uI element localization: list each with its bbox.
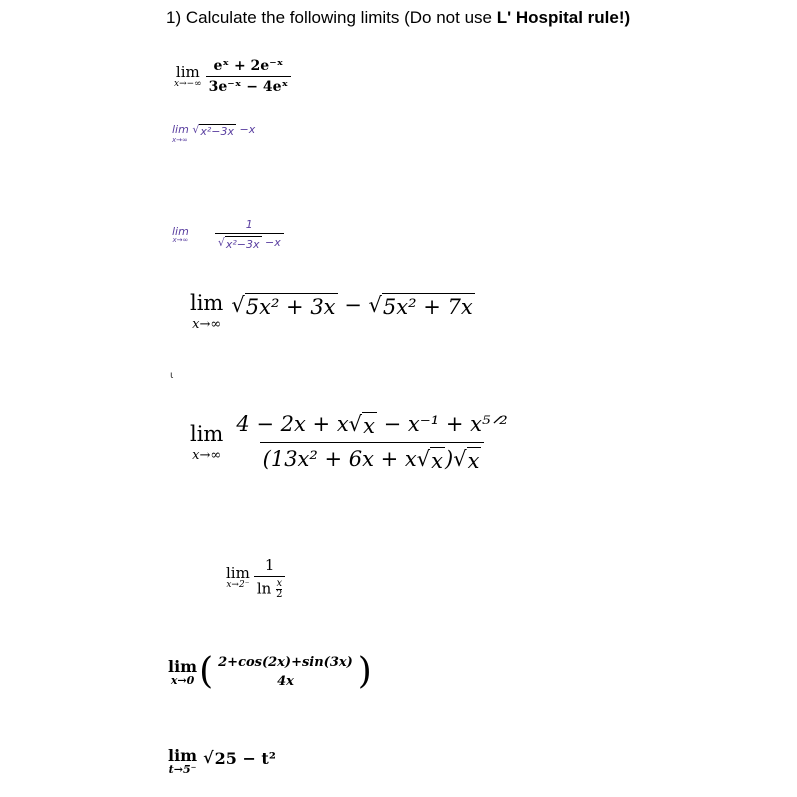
limit-3-handwritten: [172, 218, 284, 251]
radical-sign: √: [217, 236, 225, 249]
lim-word: lim: [172, 123, 189, 136]
limit-operator: [190, 421, 224, 463]
trailing-term: −x: [261, 236, 281, 249]
radical-sign: √: [348, 412, 363, 436]
numerator: 1: [245, 218, 253, 231]
denominator: [254, 576, 286, 600]
limit-operator: [172, 124, 255, 144]
radical-sign: √: [231, 293, 245, 317]
radicand: x²−3x: [200, 125, 234, 138]
right-parenthesis: ): [357, 651, 372, 692]
radicand: x: [467, 449, 480, 473]
heading-text: 1) Calculate the following limits (Do not use: [166, 8, 497, 27]
radicand: x: [431, 449, 443, 473]
radical-sign: √: [368, 293, 382, 317]
inner-fraction: [276, 579, 282, 600]
lim-subscript: t→5⁻: [168, 763, 197, 776]
square-root: [453, 447, 481, 473]
limit-7: [168, 651, 372, 692]
lim-subscript: x→−∞: [174, 78, 202, 89]
denominator-part: (13x² + 6x + x: [262, 447, 417, 471]
denominator: 4x: [277, 674, 294, 689]
radicand-a: 5x² + 3x: [245, 295, 336, 319]
lim-word: lim: [175, 62, 200, 81]
radical-sign: √: [203, 748, 214, 767]
numerator: 1: [264, 556, 275, 574]
minus-sign: −: [344, 293, 362, 317]
fraction: [254, 556, 286, 600]
limit-operator: [174, 62, 202, 89]
lim-subscript: x→2⁻: [226, 580, 250, 590]
radical-sign: √: [416, 447, 431, 471]
limit-operator: [168, 748, 197, 775]
trailing-term: −x: [236, 123, 256, 136]
inner-denominator: 2: [276, 589, 283, 600]
lim-word: lim: [226, 564, 250, 582]
fraction: [206, 58, 291, 95]
square-root: [203, 748, 278, 768]
numerator: eˣ + 2e⁻ˣ: [213, 58, 284, 74]
left-parenthesis: (: [199, 651, 214, 692]
limit-1: [174, 58, 291, 95]
numerator: [233, 412, 510, 442]
heading-bold-text: L' Hospital rule!): [496, 8, 631, 27]
ln-word: ln: [256, 579, 272, 598]
lim-word: lim: [168, 746, 198, 765]
square-root: [192, 124, 236, 137]
limit-operator: [168, 656, 198, 687]
limit-6: [226, 556, 285, 600]
limit-operator: [190, 293, 223, 331]
limit-operator: [226, 566, 250, 590]
radicand: x²−3x: [225, 238, 260, 251]
stray-mark: ι: [170, 370, 174, 381]
lim-word: lim: [190, 421, 224, 446]
fraction: [215, 218, 284, 251]
lim-word: lim: [168, 656, 198, 676]
numerator-part: − x⁻¹ + x⁵ᐟ²: [376, 412, 508, 436]
radicand: x: [363, 414, 375, 438]
denominator: 3e⁻ˣ − 4eˣ: [206, 76, 291, 95]
fraction: [215, 655, 356, 689]
lim-subscript: x→∞: [192, 447, 222, 463]
limit-5: [190, 412, 511, 473]
lim-subscript: x→∞: [172, 136, 188, 144]
square-root-a: [231, 293, 337, 319]
radicand: 25 − t²: [214, 749, 276, 768]
limit-2-handwritten: [172, 124, 255, 145]
limit-4: [190, 293, 475, 331]
lim-subscript: x→∞: [172, 235, 189, 244]
numerator-part: 4 − 2x + x: [236, 412, 349, 436]
lim-word: lim: [190, 291, 224, 315]
lim-word: lim: [172, 224, 189, 238]
denominator-part: ): [445, 447, 454, 471]
lim-subscript: x→∞: [192, 317, 222, 332]
denominator: [215, 233, 284, 251]
square-root: [349, 412, 377, 438]
fraction: [233, 412, 510, 473]
lim-subscript: x→0: [170, 673, 195, 687]
square-root: [417, 447, 445, 473]
radical-sign: √: [453, 447, 467, 471]
radicand-b: 5x² + 7x: [382, 295, 473, 319]
numerator: 2+cos(2x)+sin(3x): [218, 655, 353, 670]
inner-numerator: x: [276, 578, 283, 589]
radical-sign: √: [192, 123, 200, 136]
denominator: [260, 442, 485, 473]
limit-operator: [172, 226, 189, 244]
limit-8: [168, 748, 278, 775]
square-root-b: [369, 293, 475, 319]
problem-heading: [166, 8, 630, 28]
square-root: [218, 236, 262, 251]
expression: [231, 293, 474, 319]
